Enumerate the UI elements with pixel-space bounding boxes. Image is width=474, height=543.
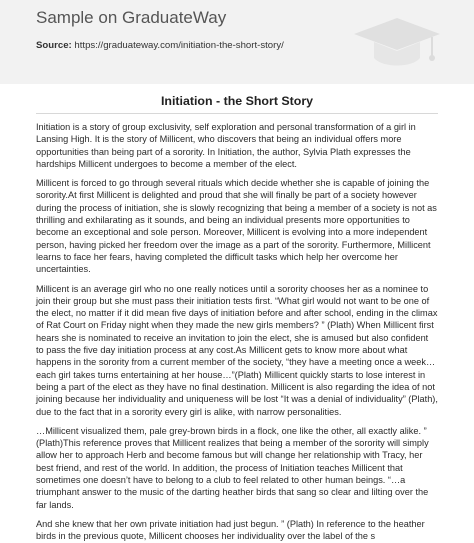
source-label: Source: [36,40,72,51]
source-line [36,40,284,51]
page-header [0,0,474,84]
paragraph: And she knew that her own private initiation had just begun. ” (Plath) In reference to the heather birds in the previous quote, Millicent chooses her individuality over the label of the s [36,518,425,542]
paragraph: Millicent is forced to go through several rituals which decide whether she is capable of joining the sorority.At first Millicent is delighted and proud that she will finally be part of a society however during the process of initiation, she is slowly recognizing that being a member of a society is not as thrilling and exhilarating as it sounds, and being an individual presents more opportunities to become an exceptional and sole person. Moreover, Millicent is evolving into a more independent person, having picked her freedom over the image as a part of the sorority. Furthermore, Millicent learns to face her fears, having completed the difficult tasks which help her overcome her uncertainties. [36,178,437,275]
paragraph: Millicent is an average girl who no one really notices until a sorority chooses her as a nominee to join their group but she must pass their initiation tests first. “What girl would not want to be one of the elect, no matter if it did mean five days of initiation before and after school, ending in the climax of Rat Court on Friday night when they made the new girls members? ” (Plath) When Millicent first hears she is nominated to receive an invitation to join the elect, she is amused but also confident to pass the five day initiation process at any cost.As Millicent gets to know more about what happens in the sorority from a current member of the society, “they have a meeting once a week…each girl takes turns entertaining at her house…”(Plath) Millicent quickly starts to lose interest in being a part of the elect as they have no final destination. Millicent is also regarding the idea of not joining because her individuality and uniqueness will be lost “It was a denial of individuality” (Plath), due to the fact that in a sorority every girl is alike, with narrow personalities. [36,283,438,417]
paragraph: …Millicent visualized them, pale grey-brown birds in a flock, one like the other, all exactly alike. ” (Plath)This reference proves that Millicent realizes that being a member of the sorority will simply allow her to approach Herb and become famous but will change her relationship with Tracy, her best friend, and rest of the world. In addition, the process of Initiation teaches Millicent that sometimes one doesn’t have to belong to a club to feel related to other human beings. “…a triumphant answer to the music of the darting heather birds that sang so clear and lilting over the far lands. [36,425,429,510]
document-body [36,121,438,542]
graduation-cap-icon [352,14,442,74]
source-link[interactable]: https://graduateway.com/initiation-the-short-story/ [74,40,284,51]
title-divider [36,113,438,114]
document-title: Initiation - the Short Story [160,94,314,108]
paragraph: Initiation is a story of group exclusivity, self exploration and personal transformation of a girl in Lansing High. It is the story of Millicent, who discovers that being an individual offers more opportunities than being part of a sorority. In Initiation, the author, Sylvia Plath expresses the hardships Millicent undergoes to become a member of the elect. [36,122,416,169]
site-title: Sample on GraduateWay [36,8,227,27]
